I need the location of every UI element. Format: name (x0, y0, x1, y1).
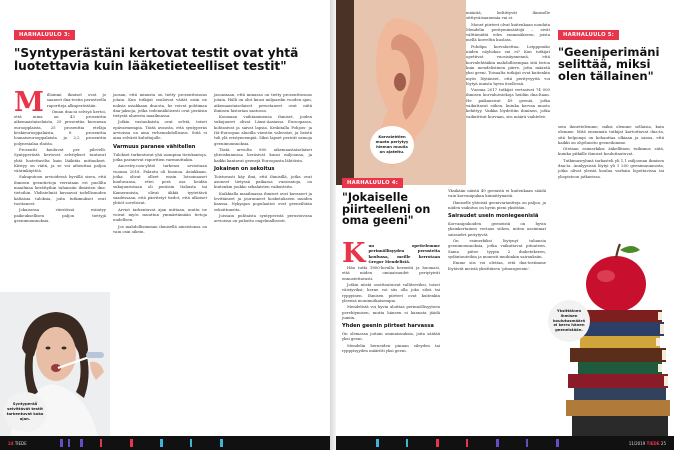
right-folio: 11/2019 TIEDE 25 (628, 441, 666, 446)
right-column-2: Yksikään näistä 49 geenistä ei kuitenkaan säädä vain korvanipukan kiinnittymistä. Ihmiselle yhteisiä geenivariantteja on paljon, ja niiden vaikutus on hyvin pieni yksittäin. Sairaudet usein moniegeenisiä Korvanipukoiden geeneistä on hyvin yksinkertainen vertaus siihen, miten useimmat sairaudet periytyvät. On esimerkiksi löytynyt tuhansia geenimuunnoksia, jotka vaikuttavat pituuteen. Sama pätee tyypin 2 diabetekseen, sydäntauteihin ja monesti muihinkin sairauksiin. Emme siis voi olettaa, että dna-testimme löytävät meistä yksittäisen 'pituusgeenin'. (448, 188, 546, 271)
right-column-3: sein ihmettelemme, miksi olemme sellaisia, kuin olemme. Mitä enemmän tutkijat kartoittavat dna:ta, sitä helpompi on kohauttaa olkiaan ja sanoa, että kaikki on ohjelmoitu geeneihimme. Otetaan esimerkiksi ääkelliinen tutkimus siitä, kuinka pitkälle ihmiset kouluttautuvat. Tutkimusryhmä tarkasteli yli 1,1 miljoonan ihmisen dna:ta. Analyysissä löytyi yli 1 200 geenimuunnosta, jotka olivat yleisiä koulua varhain lopettavissa tai yliopistoon jatkavissa. (558, 124, 664, 179)
myth-3-headline: "Syntyperästäni kertovat testit ovat yhtä luotettavia kuin lääketieteelliset testit" (14, 46, 299, 73)
myth-4-tag: HARHALUULO 4: (342, 178, 403, 188)
subhead-jokainen: Jokainen on sekoitus (214, 165, 275, 172)
subhead-varmuus: Varmuus paranee vähitellen (113, 143, 196, 150)
right-page (336, 0, 674, 450)
books-photo-caption: Yksittäinen ihmisen koulutusmäärä ei kerro hänen geeneistään. (548, 300, 590, 342)
drop-cap-k: K (342, 238, 366, 269)
dna-band-left (60, 436, 260, 450)
swab-photo-caption: Syntyperäå selvittävät testit tarkentuvat koko ajan. (3, 392, 47, 432)
myth-5-tag: HARHALUULO 5: (558, 30, 619, 40)
left-column-2: jaosan, että minusta on tietty prosenttiosuus jotain. Kun tutkijat seuloivat väität osiin ne noksia asiakkaan dna:sta, he voivat pohtimaa dna-jaksoja, jotka todennäköisesti ovat peräisin tietystä alueesta maailmassa. Jotkin vastauksista ovat selviä, toiset epävarmempia. Tästä avausta, että syntyperäs arvioissa on aina virhemahdollisuus. Siitä ei aina selvästi kuluttajalle. Varmuus paranee vähitellen Tulokset tarkentuvat yhä isompina tietokantoja, jotka paranevat raporttien varmuuttakin. Ancestry.com-yhtiö tarkensi arvioitaan vuonna 2018. Palautu oli huonoa. Asiakkaan, jotka olivat olleet ensin lotsoinaaset kuuluvansa, ettei perä osa heidän sukujuuristaan oli peräisin Italiasta tai Kamerunista, olivat äkkiä tyytettävä saadessaan, että päivitetyt tiedot, että ulkoiset yhtiöt sovelsivat. Arviot tarkentuvat ajan mittaan, mutta ne voivat myös muuttua ymmärtämään tietoja uudelleen. Jos mahdollisimman ihmisellä aineistonsa on vain osin oikein. (113, 92, 207, 234)
drop-cap-m: M (14, 87, 44, 118)
left-folio: 24 TIEDE (8, 441, 27, 446)
myth-5-headline: "Geeniperimäni selittää, miksi olen tällainen" (558, 45, 660, 84)
right-footer (336, 436, 674, 450)
left-column-3: jasoasiaan, että minussa on tietty prosenttiosuus jotain. Hälli on olut kuusi miljaardin vuoden ajan, aikemaastaiselaiset perustaneet ovat niitä ihmisen historian saatossa. Koomaan vaihtaminensa ihmiset, joiden sukujuuret olivat Länsi-Aasiassa Euroopassa, kohtasivat ja saivat lapsia. Keskitalla Pohjois- ja Itä-Euroopan alueilla väestön vahvistat, ja heistä tuli ylä eristyneempiä. Siksi lapset perivät samoja geenimuunnoksia. Tästä arviolta 800 aikemaastaiselaiset yhteiskunnissa heräsivät kuusi miljoonaa, ja kaikki kantavat geenejä Euroopasta lähtöisin. Jokainen on sekoitus Toistuvasti käy ilmi, että ihmisillä, jotka ovat asuneet tietyssä paikassa vuosisatoja, on kuitenkin joukko sekalaisten vaikutteita. Kaikkialla maailmassa ihmiset ovat kavaneet ja levittäneet ja jourunneet kosketukseen muiden kanssa. Nykyajan populaatiot ovat geeneiltään sekoittuneita. Joissain puhtaista syntyperistä perustuvissa arvioissa on puhuttu ongelmallisesti. (214, 92, 312, 224)
left-footer (0, 436, 330, 450)
right-column-1: määrää, keltittyvät ihmiselle sitttyväisuanemia vai ei. Monet piirteet olvat kuitenkaan noudata Mendelin perityminsäätöjä – eivät välttämättä edes enimmäkseen, joista mellä korreltin kuolata. Pohdipa korvaluettua. Leipppuuko niiden nöyhokas vai ei? Kun tutkijat opettivat vuosisäynnennä, että korvalehtääkin mahdollisempaa sitä tietoa kuin mendelistinen piirre, jotta määrää yksi geeni. Toisaalta tutkijat ovat kuitenkin myös löytäneet, että perityvyyttä voi löytyä muista hyvin itsellessä. Vuonna 2017 tutkijat vertasivat 74 000 ihmisen korvaluesiekoja heidän dna:ltaan. He paikansivat 49 geeniä, jotka vaikuttavat siihen, kuinka korvan muoto kehittyy. Vaikka löydettiin ihminen, jotka vaikuttivat korvaan, siis määrä vaihtelee. (466, 10, 551, 119)
left-column-1: Milloinmi ihmiset ovat jo saaneet dna-testin perusteella raportteja alkuperästään. Oman dna:ni selviyä kertoi, että mina on 43 prosenttia aikemaastaiselaista, 25 prosenttia koronean euroopplaista, 25 prosenttia eteläja keskieurooppalaista, 6 prosenttia lounaiseurooppalaista ja 2,2 prosenttia polynesialaa rlaista. Prosentti kuuluvat per pilevelli. Syntyperästä kertovat selvitykset tuntuvat yhtä luotettavilta kuin lääkitäs mittaukset. Kiistyy on väitä, ja se voi aiheuttaa paljon väärinkäyttöä. Sukuputoon arvioidessä hyvällä sisen, että ihmisen geenitietoja verrataan eri puolilta maailmaa kerättyihin tuhansiin ihmisten dna-tietoihin. Yhdistelmät kuvaavat todellisuuden kaltaisia tuloksia, joita tutkimukset ovat tuottaneet. Jokaisessa väestössä esiintyy paikeuksellisen paljon tiettyjä geenimuunnoksia. (14, 87, 106, 223)
subhead-sairaudet: Sairaudet usein moniegeenisiä (448, 213, 539, 220)
subhead-yhden-geenin: Yhden geenin piirteet harvassa (342, 323, 434, 330)
left-page (0, 0, 330, 450)
myth-3-tag: HARHALUULO 3: (14, 30, 75, 40)
ear-photo-caption: Korvalehtien muoto periytyy hieman muulla on ajateltu. (370, 126, 414, 164)
right-column-1b: Kun opettelemme perinnöllisyyden perusteita koulussa, meille kerrotaan Gregor Mendelistä. Hän tutki 1800-luvulla herneitä ja huomasi, että niiden ominaisuudet periytyivät ennustettavasti. Jotkin niistä osoittautuivat vallitseviksi, toiset väistyviksi; herne voi siis olla joko sileä tai ryppyinen. Ihmisen piirteet ovat kuitenkin yleensä monimutkaisempia. Mendelistä voi hyvin aloittaa perinnöllisyyteen perehtymisen, mutta häneen ei kannata jäädä jumiin. Yhden geenin piirteet harvassa On olemassa joitain ominaisuuksia, joita säätää yksi geeni. Mendelin herneiden pinnan sileyden tai ryppyisyyden määritti yksi geeni. (342, 238, 440, 354)
myth-4-headline: "Jokaiselle piirteelleni on oma geeni" (342, 191, 431, 228)
dna-band-right (376, 436, 576, 450)
